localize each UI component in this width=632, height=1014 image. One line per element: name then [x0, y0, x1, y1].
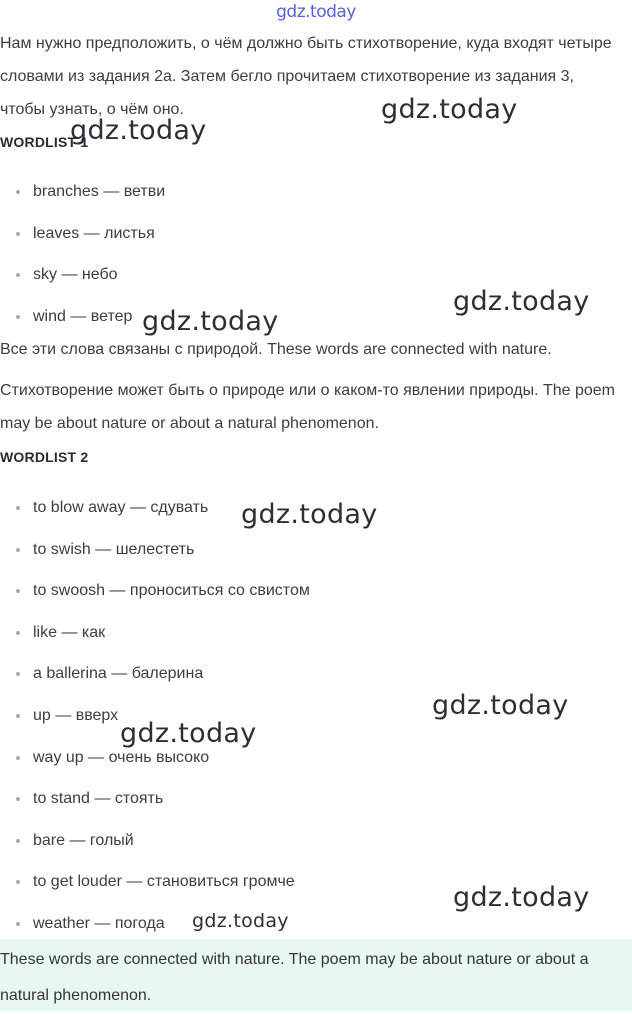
word-entry: to swish — шелестеть: [33, 540, 195, 558]
list-item: [0, 264, 165, 306]
list-item: [0, 871, 310, 913]
list-item: [0, 580, 310, 622]
watermark: gdz.today: [120, 718, 257, 749]
wordlist1-heading: WORDLIST 1: [0, 134, 89, 150]
bullet-icon: [16, 548, 20, 552]
watermark: gdz.today: [432, 690, 569, 721]
list-item: [0, 223, 165, 265]
bullet-icon: [16, 631, 20, 635]
bullet-icon: [16, 922, 20, 926]
watermark: gdz.today: [70, 115, 207, 146]
bullet-icon: [16, 273, 20, 277]
word-entry: weather — погода: [33, 914, 165, 932]
watermark: gdz.today: [453, 286, 590, 317]
list-item: [0, 747, 310, 789]
list-item: [0, 181, 165, 223]
word-entry: leaves — листья: [33, 224, 155, 242]
answer-box: [0, 939, 632, 1011]
word-entry: wind — ветер: [33, 307, 133, 325]
word-entry: to stand — стоять: [33, 790, 164, 808]
top-watermark: gdz.today: [276, 2, 356, 22]
poem-paragraph: Стихотворение может быть о природе или о каком-то явлении природы. The poem may be about nature or about a natural phenomenon.: [0, 382, 615, 432]
bullet-icon: [16, 797, 20, 801]
list-item: [0, 622, 310, 664]
word-entry: a ballerina — балерина: [33, 665, 204, 683]
answer-text: These words are connected with nature. The poem may be about nature or about a natural phenomenon.: [0, 951, 589, 1004]
bullet-icon: [16, 714, 20, 718]
list-item: [0, 539, 310, 581]
bullet-icon: [16, 506, 20, 510]
connected-paragraph: Все эти слова связаны с природой. These words are connected with nature.: [0, 341, 552, 358]
bullet-icon: [16, 190, 20, 194]
word-entry: branches — ветви: [33, 183, 166, 200]
watermark: gdz.today: [142, 306, 279, 337]
bullet-icon: [16, 589, 20, 593]
word-entry: to swoosh — проноситься со свистом: [33, 582, 310, 600]
wordlist2-heading: WORDLIST 2: [0, 449, 89, 465]
list-item: [0, 830, 310, 872]
watermark: gdz.today: [192, 910, 289, 932]
word-entry: like — как: [33, 623, 106, 641]
bullet-icon: [16, 232, 20, 236]
intro-paragraph: Нам нужно предположить, о чём должно быть стихотворение, куда входят четыре словами из задания 2а. Затем бегло прочитаем стихотворение из задания 3, чтобы узнать, о чём оно.: [0, 35, 612, 118]
word-entry: sky — небо: [33, 266, 118, 284]
bullet-icon: [16, 672, 20, 676]
bullet-icon: [16, 756, 20, 760]
list-item: [0, 788, 310, 830]
word-entry: up — вверх: [33, 706, 119, 724]
bullet-icon: [16, 315, 20, 319]
word-entry: way up — очень высоко: [33, 748, 210, 766]
bullet-icon: [16, 880, 20, 884]
word-entry: to get louder — становиться громче: [33, 873, 295, 891]
bullet-icon: [16, 839, 20, 843]
wordlist1-list: [0, 181, 165, 347]
watermark: gdz.today: [241, 499, 378, 530]
word-entry: to blow away — сдувать: [33, 499, 209, 516]
watermark: gdz.today: [381, 94, 518, 125]
word-entry: bare — голый: [33, 831, 134, 849]
list-item: [0, 663, 310, 705]
watermark: gdz.today: [453, 882, 590, 913]
